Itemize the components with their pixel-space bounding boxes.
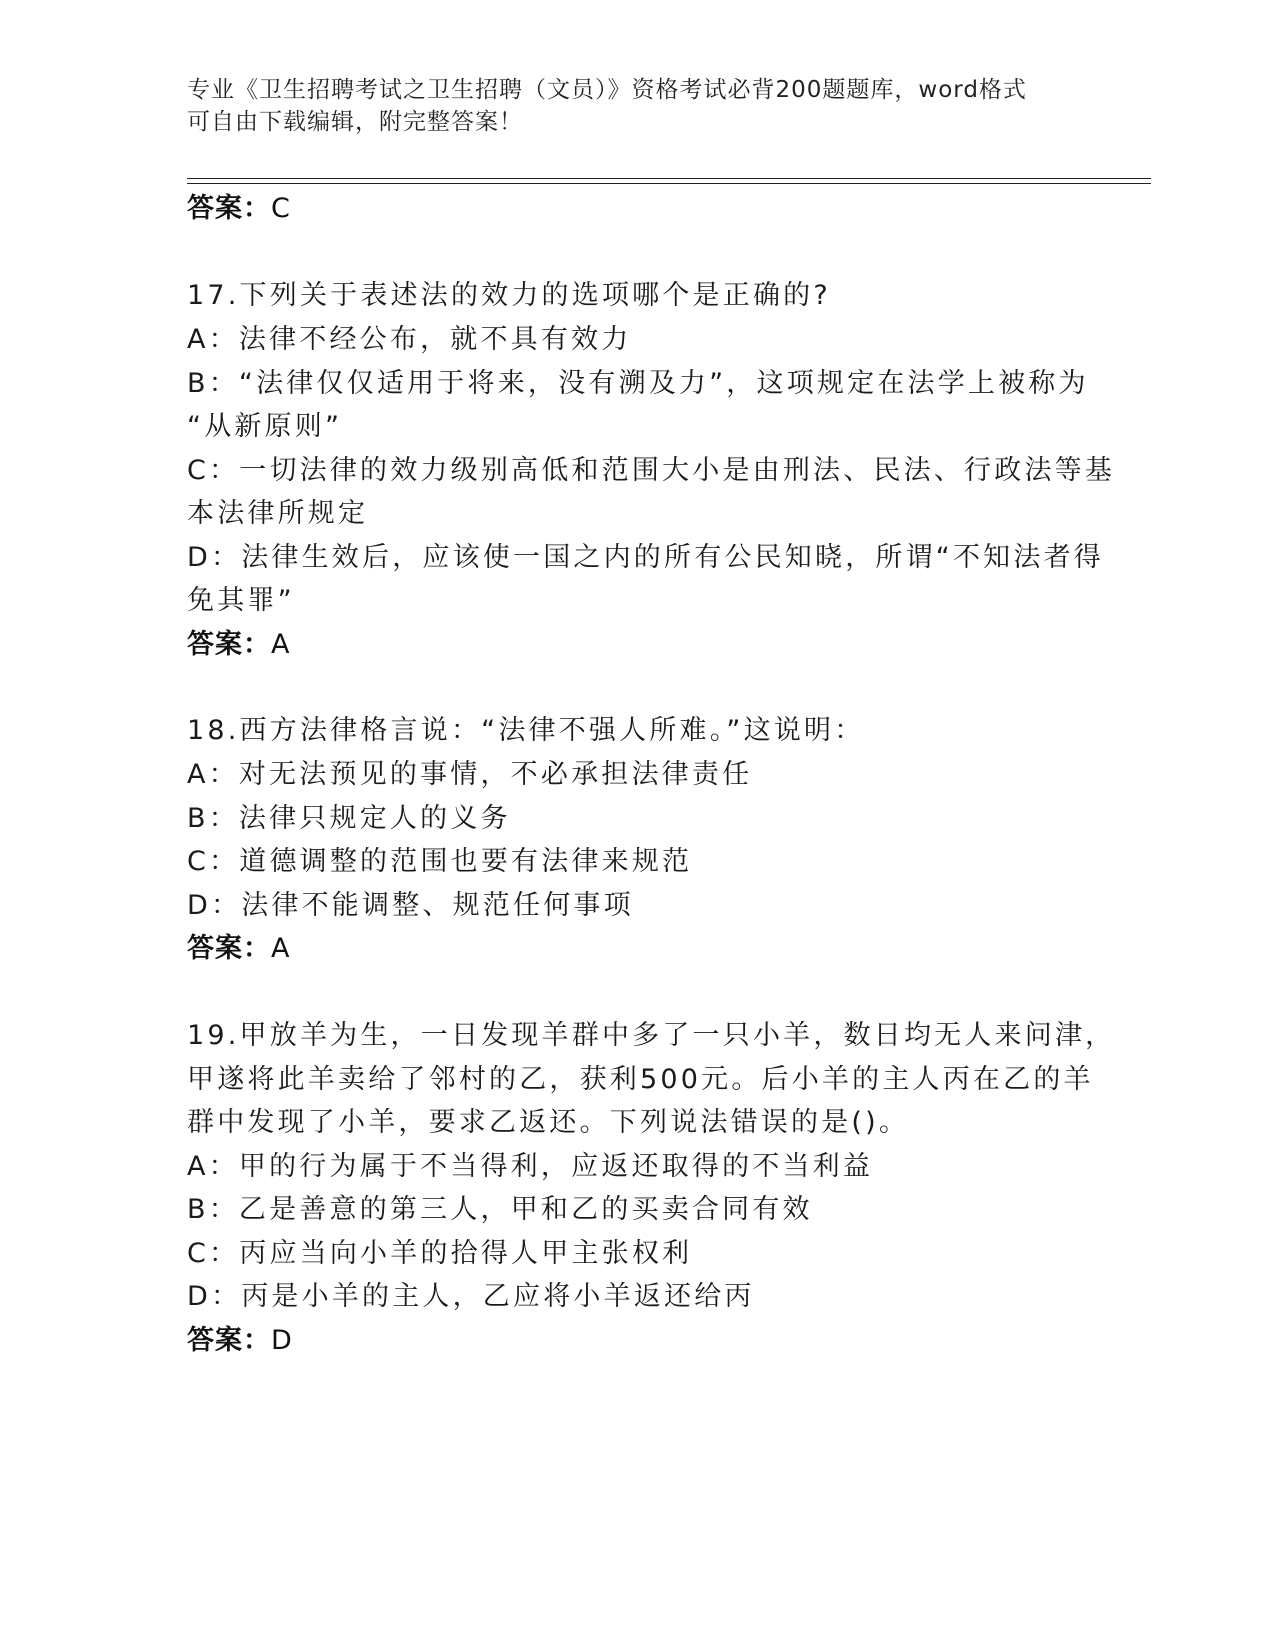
q18-line: 18.西方法律格言说：“法律不强人所难。”这说明： bbox=[187, 715, 865, 746]
q19-line: 群中发现了小羊，要求乙返还。下列说法错误的是()。 bbox=[187, 1107, 910, 1138]
q17-line: 本法律所规定 bbox=[187, 498, 369, 529]
q19-line: A：甲的行为属于不当得利，应返还取得的不当利益 bbox=[187, 1151, 874, 1182]
header-line-2: 可自由下载编辑，附完整答案！ bbox=[187, 109, 523, 135]
q19-answer bbox=[187, 1318, 293, 1357]
answer-label: 答案： bbox=[187, 1325, 271, 1356]
answer-label: 答案： bbox=[187, 193, 271, 224]
q17-line: A：法律不经公布，就不具有效力 bbox=[187, 324, 632, 355]
q17-line: B：“法律仅仅适用于将来，没有溯及力”，这项规定在法学上被称为 bbox=[187, 368, 1089, 399]
header-rule-bottom bbox=[187, 183, 1151, 184]
q19-line: 19.甲放羊为生，一日发现羊群中多了一只小羊，数日均无人来问津， bbox=[187, 1020, 1116, 1051]
previous-answer bbox=[187, 186, 291, 225]
answer-label: 答案： bbox=[187, 629, 271, 660]
q17-line: 免其罪” bbox=[187, 585, 295, 616]
q18-answer bbox=[187, 926, 290, 965]
header-line-1: 专业《卫生招聘考试之卫生招聘（文员）》资格考试必背200题题库，word格式 bbox=[187, 77, 1027, 103]
q19-line: C：丙应当向小羊的拾得人甲主张权利 bbox=[187, 1238, 693, 1269]
q17-line: 17.下列关于表述法的效力的选项哪个是正确的? bbox=[187, 280, 831, 311]
q19-line: 甲遂将此羊卖给了邻村的乙，获利500元。后小羊的主人丙在乙的羊 bbox=[187, 1064, 1094, 1095]
answer-value: A bbox=[271, 629, 291, 660]
q17-answer bbox=[187, 622, 290, 661]
q19-line: B：乙是善意的第三人，甲和乙的买卖合同有效 bbox=[187, 1194, 813, 1225]
q19-line: D：丙是小羊的主人，乙应将小羊返还给丙 bbox=[187, 1281, 755, 1312]
answer-value: A bbox=[271, 933, 291, 964]
q17-line: D：法律生效后，应该使一国之内的所有公民知晓，所谓“不知法者得 bbox=[187, 542, 1104, 573]
document-header bbox=[187, 74, 1087, 138]
q18-line: D：法律不能调整、规范任何事项 bbox=[187, 890, 634, 921]
answer-value: D bbox=[271, 1325, 293, 1356]
answer-label: 答案： bbox=[187, 933, 271, 964]
q18-line: A：对无法预见的事情，不必承担法律责任 bbox=[187, 759, 753, 790]
q17-line: C：一切法律的效力级别高低和范围大小是由刑法、民法、行政法等基 bbox=[187, 455, 1116, 486]
q18-line: C：道德调整的范围也要有法律来规范 bbox=[187, 846, 693, 877]
q18-line: B：法律只规定人的义务 bbox=[187, 803, 511, 834]
header-rule-top bbox=[187, 178, 1151, 179]
q17-line: “从新原则” bbox=[187, 411, 343, 442]
answer-value: C bbox=[271, 193, 291, 224]
